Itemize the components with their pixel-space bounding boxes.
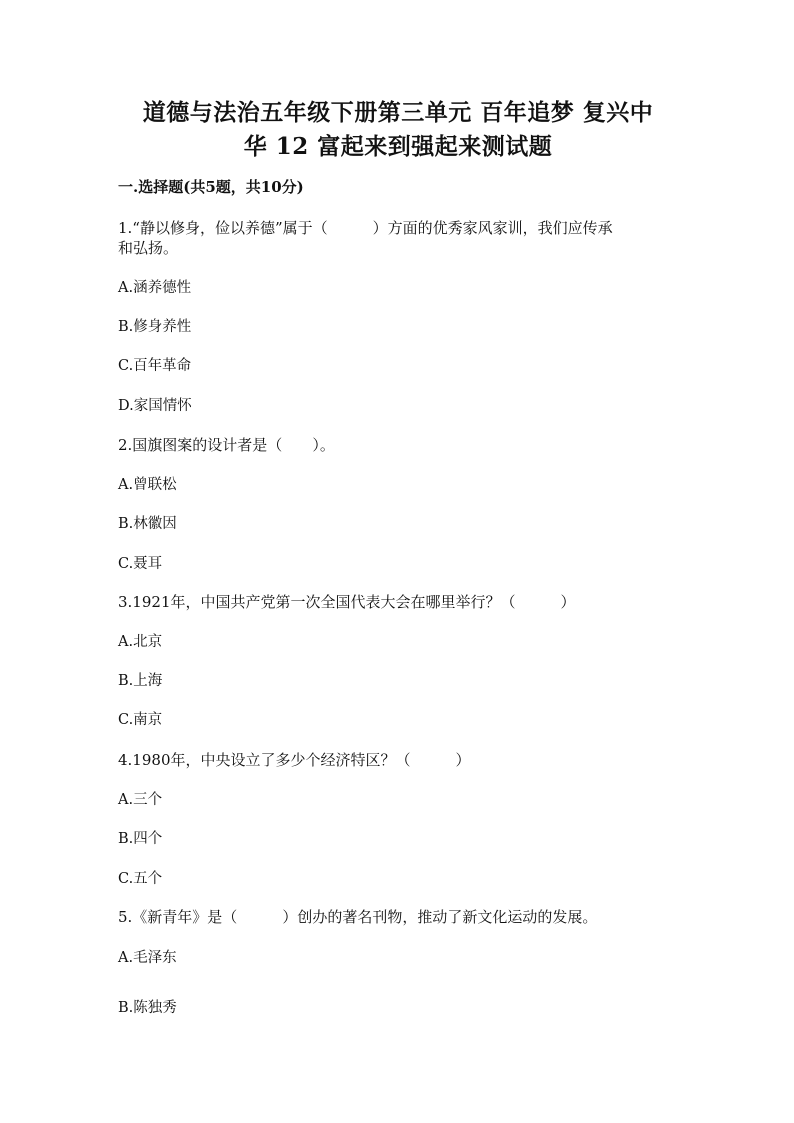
question-2-option-b: B.林徽因 (118, 516, 177, 532)
section-heading: 一.选择题(共5题，共10分) (118, 178, 304, 196)
question-4-option-b: B.四个 (118, 831, 163, 847)
question-2-text: 2.国旗图案的设计者是（ ）。 (118, 436, 335, 454)
question-4-text: 4.1980年，中央设立了多少个经济特区？（ ） (118, 751, 471, 769)
question-1-text-line1: 1.“静以修身，俭以养德”属于（ ）方面的优秀家风家训，我们应传承 (118, 219, 613, 237)
question-3-option-c: C.南京 (118, 712, 163, 728)
question-3-option-a: A.北京 (118, 634, 163, 650)
question-2-option-c: C.聂耳 (118, 556, 163, 572)
question-1-option-a: A.涵养德性 (118, 280, 192, 296)
question-5-option-a: A.毛泽东 (118, 950, 177, 966)
question-1-option-d: D.家国情怀 (118, 398, 192, 414)
question-1-text-line2: 和弘扬。 (118, 239, 179, 257)
question-1-option-c: C.百年革命 (118, 358, 192, 374)
question-5-text: 5.《新青年》是（ ）创办的著名刊物，推动了新文化运动的发展。 (118, 908, 598, 926)
question-5-option-b: B.陈独秀 (118, 1000, 177, 1016)
document-title-line2: 华 12 富起来到强起来测试题 (243, 133, 553, 160)
question-2-option-a: A.曾联松 (118, 477, 177, 493)
question-3-text: 3.1921年，中国共产党第一次全国代表大会在哪里举行？（ ） (118, 593, 576, 611)
document-title-line1: 道德与法治五年级下册第三单元 百年追梦 复兴中 (142, 99, 654, 126)
question-1-option-b: B.修身养性 (118, 319, 192, 335)
question-4-option-c: C.五个 (118, 871, 163, 887)
question-4-option-a: A.三个 (118, 792, 163, 808)
question-3-option-b: B.上海 (118, 673, 163, 689)
